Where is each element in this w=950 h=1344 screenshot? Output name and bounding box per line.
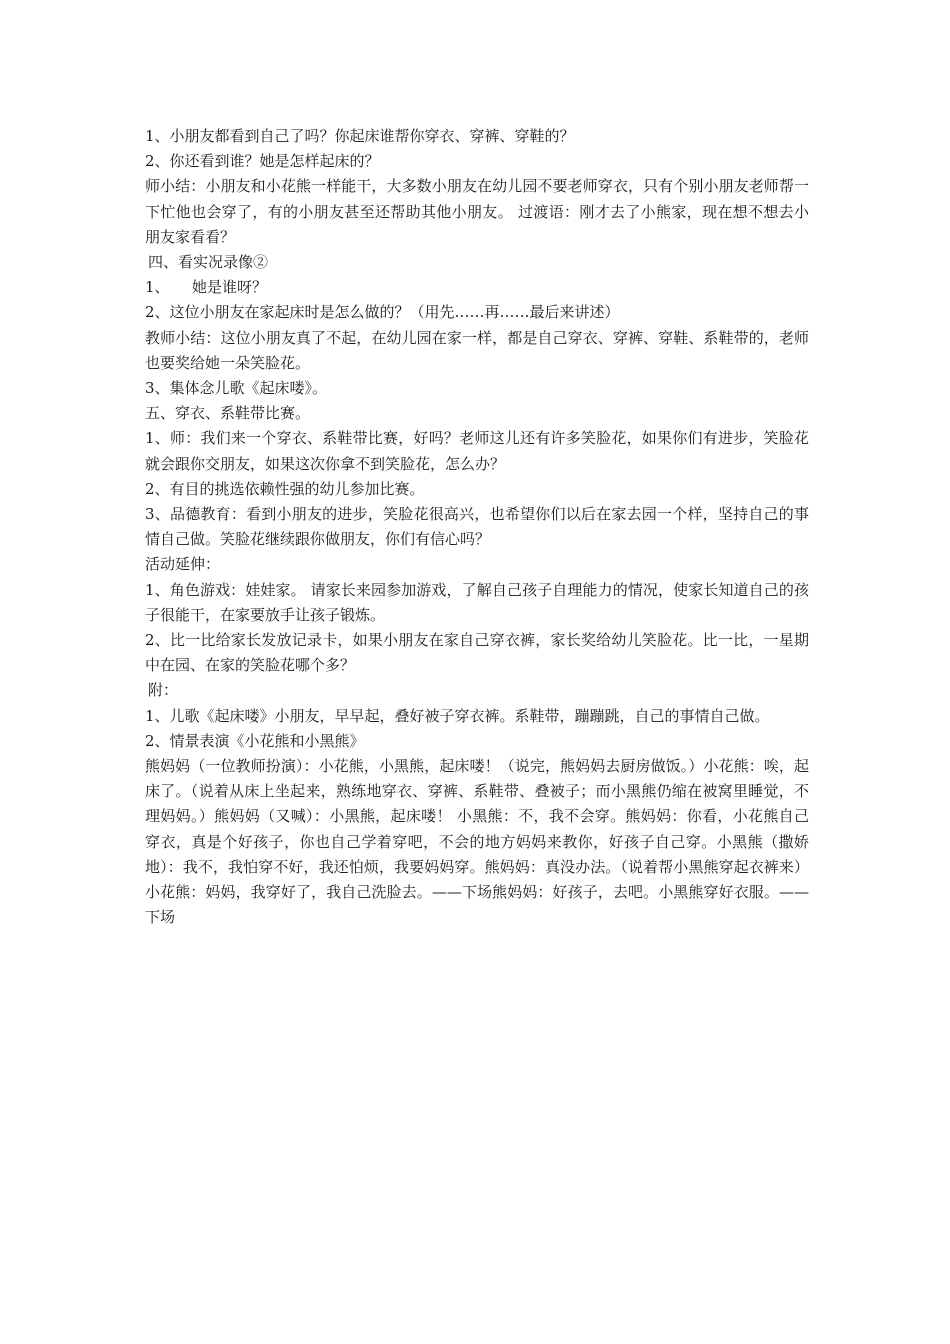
paragraph-how-did-she: 2、这位小朋友在家起床时是怎么做的？（用先……再……最后来讲述）: [145, 303, 620, 322]
paragraph-scene-script: 熊妈妈（一位教师扮演）：小花熊，小黑熊，起床喽！（说完，熊妈妈去厨房做饭。）小花熊：唉，起床了。（说着从床上坐起来，熟练地穿衣、穿裤、系鞋带、叠被子；而小黑熊仍缩在被窝里睡觉，不理妈妈。）熊妈妈（又喊）：小黑熊，起床喽！ 小黑熊：不，我不会穿。熊妈妈：你看，小花熊自己穿衣，真是个好孩子，你也自己学着穿吧，不会的地方妈妈来教你，好孩子自己穿。小黑熊（撒娇地）：我不，我怕穿不好，我还怕烦，我要妈妈穿。熊妈妈：真没办法。（说着帮小黑熊穿起衣裤来）小花熊：妈妈，我穿好了，我自己洗脸去。——下场熊妈妈：好孩子，去吧。小黑熊穿好衣服。——下场: [145, 757, 809, 927]
paragraph-scene-title: 2、情景表演《小花熊和小黑熊》: [145, 731, 365, 750]
paragraph-who-is-she: 1、 她是谁呀？: [145, 278, 268, 297]
paragraph-teacher-summary-2: 教师小结：这位小朋友真了不起，在幼儿园在家一样，都是自己穿衣、穿裤、穿鞋、系鞋带的，老师也要奖给她一朵笑脸花。: [145, 328, 809, 372]
paragraph-recite-rhyme: 3、集体念儿歌《起床喽》。: [145, 379, 328, 398]
paragraph-question-1: 1、小朋友都看到自己了吗？你起床谁帮你穿衣、穿裤、穿鞋的？: [145, 127, 575, 145]
paragraph-role-play: 1、角色游戏：娃娃家。 请家长来园参加游戏，了解自己孩子自理能力的情况，使家长知道自己的孩子很能干，在家要放手让孩子锻炼。: [145, 580, 809, 624]
section-heading-5: 五、穿衣、系鞋带比赛。: [145, 404, 311, 423]
paragraph-teacher-summary: 师小结：小朋友和小花熊一样能干，大多数小朋友在幼儿园不要老师穿衣，只有个别小朋友老师帮一下忙他也会穿了，有的小朋友甚至还帮助其他小朋友。 过渡语：刚才去了小熊家，现在想不想去小朋友家看看？: [145, 177, 809, 246]
section-heading-appendix: 附：: [148, 681, 179, 700]
paragraph-record-card: 2、比一比给家长发放记录卡，如果小朋友在家自己穿衣裤，家长奖给幼儿笑脸花。比一比，一星期中在园、在家的笑脸花哪个多？: [145, 631, 809, 675]
paragraph-question-2: 2、你还看到谁？她是怎样起床的？: [145, 152, 380, 171]
section-heading-4: 四、看实况录像②: [148, 253, 269, 272]
document-body: [145, 124, 809, 931]
section-heading-extension: 活动延伸：: [145, 555, 221, 574]
paragraph-moral-education: 3、品德教育：看到小朋友的进步，笑脸花很高兴，也希望你们以后在家去园一个样，坚持自己的事情自己做。笑脸花继续跟你做朋友，你们有信心吗？: [145, 505, 809, 549]
paragraph-contest-select: 2、有目的挑选依赖性强的幼儿参加比赛。: [145, 479, 425, 498]
paragraph-contest-intro: 1、师：我们来一个穿衣、系鞋带比赛，好吗？老师这儿还有许多笑脸花，如果你们有进步，笑脸花就会跟你交朋友，如果这次你拿不到笑脸花，怎么办？: [145, 429, 809, 473]
paragraph-rhyme: 1、儿歌《起床喽》小朋友，早早起，叠好被子穿衣裤。系鞋带，蹦蹦跳，自己的事情自己做。: [145, 706, 770, 725]
